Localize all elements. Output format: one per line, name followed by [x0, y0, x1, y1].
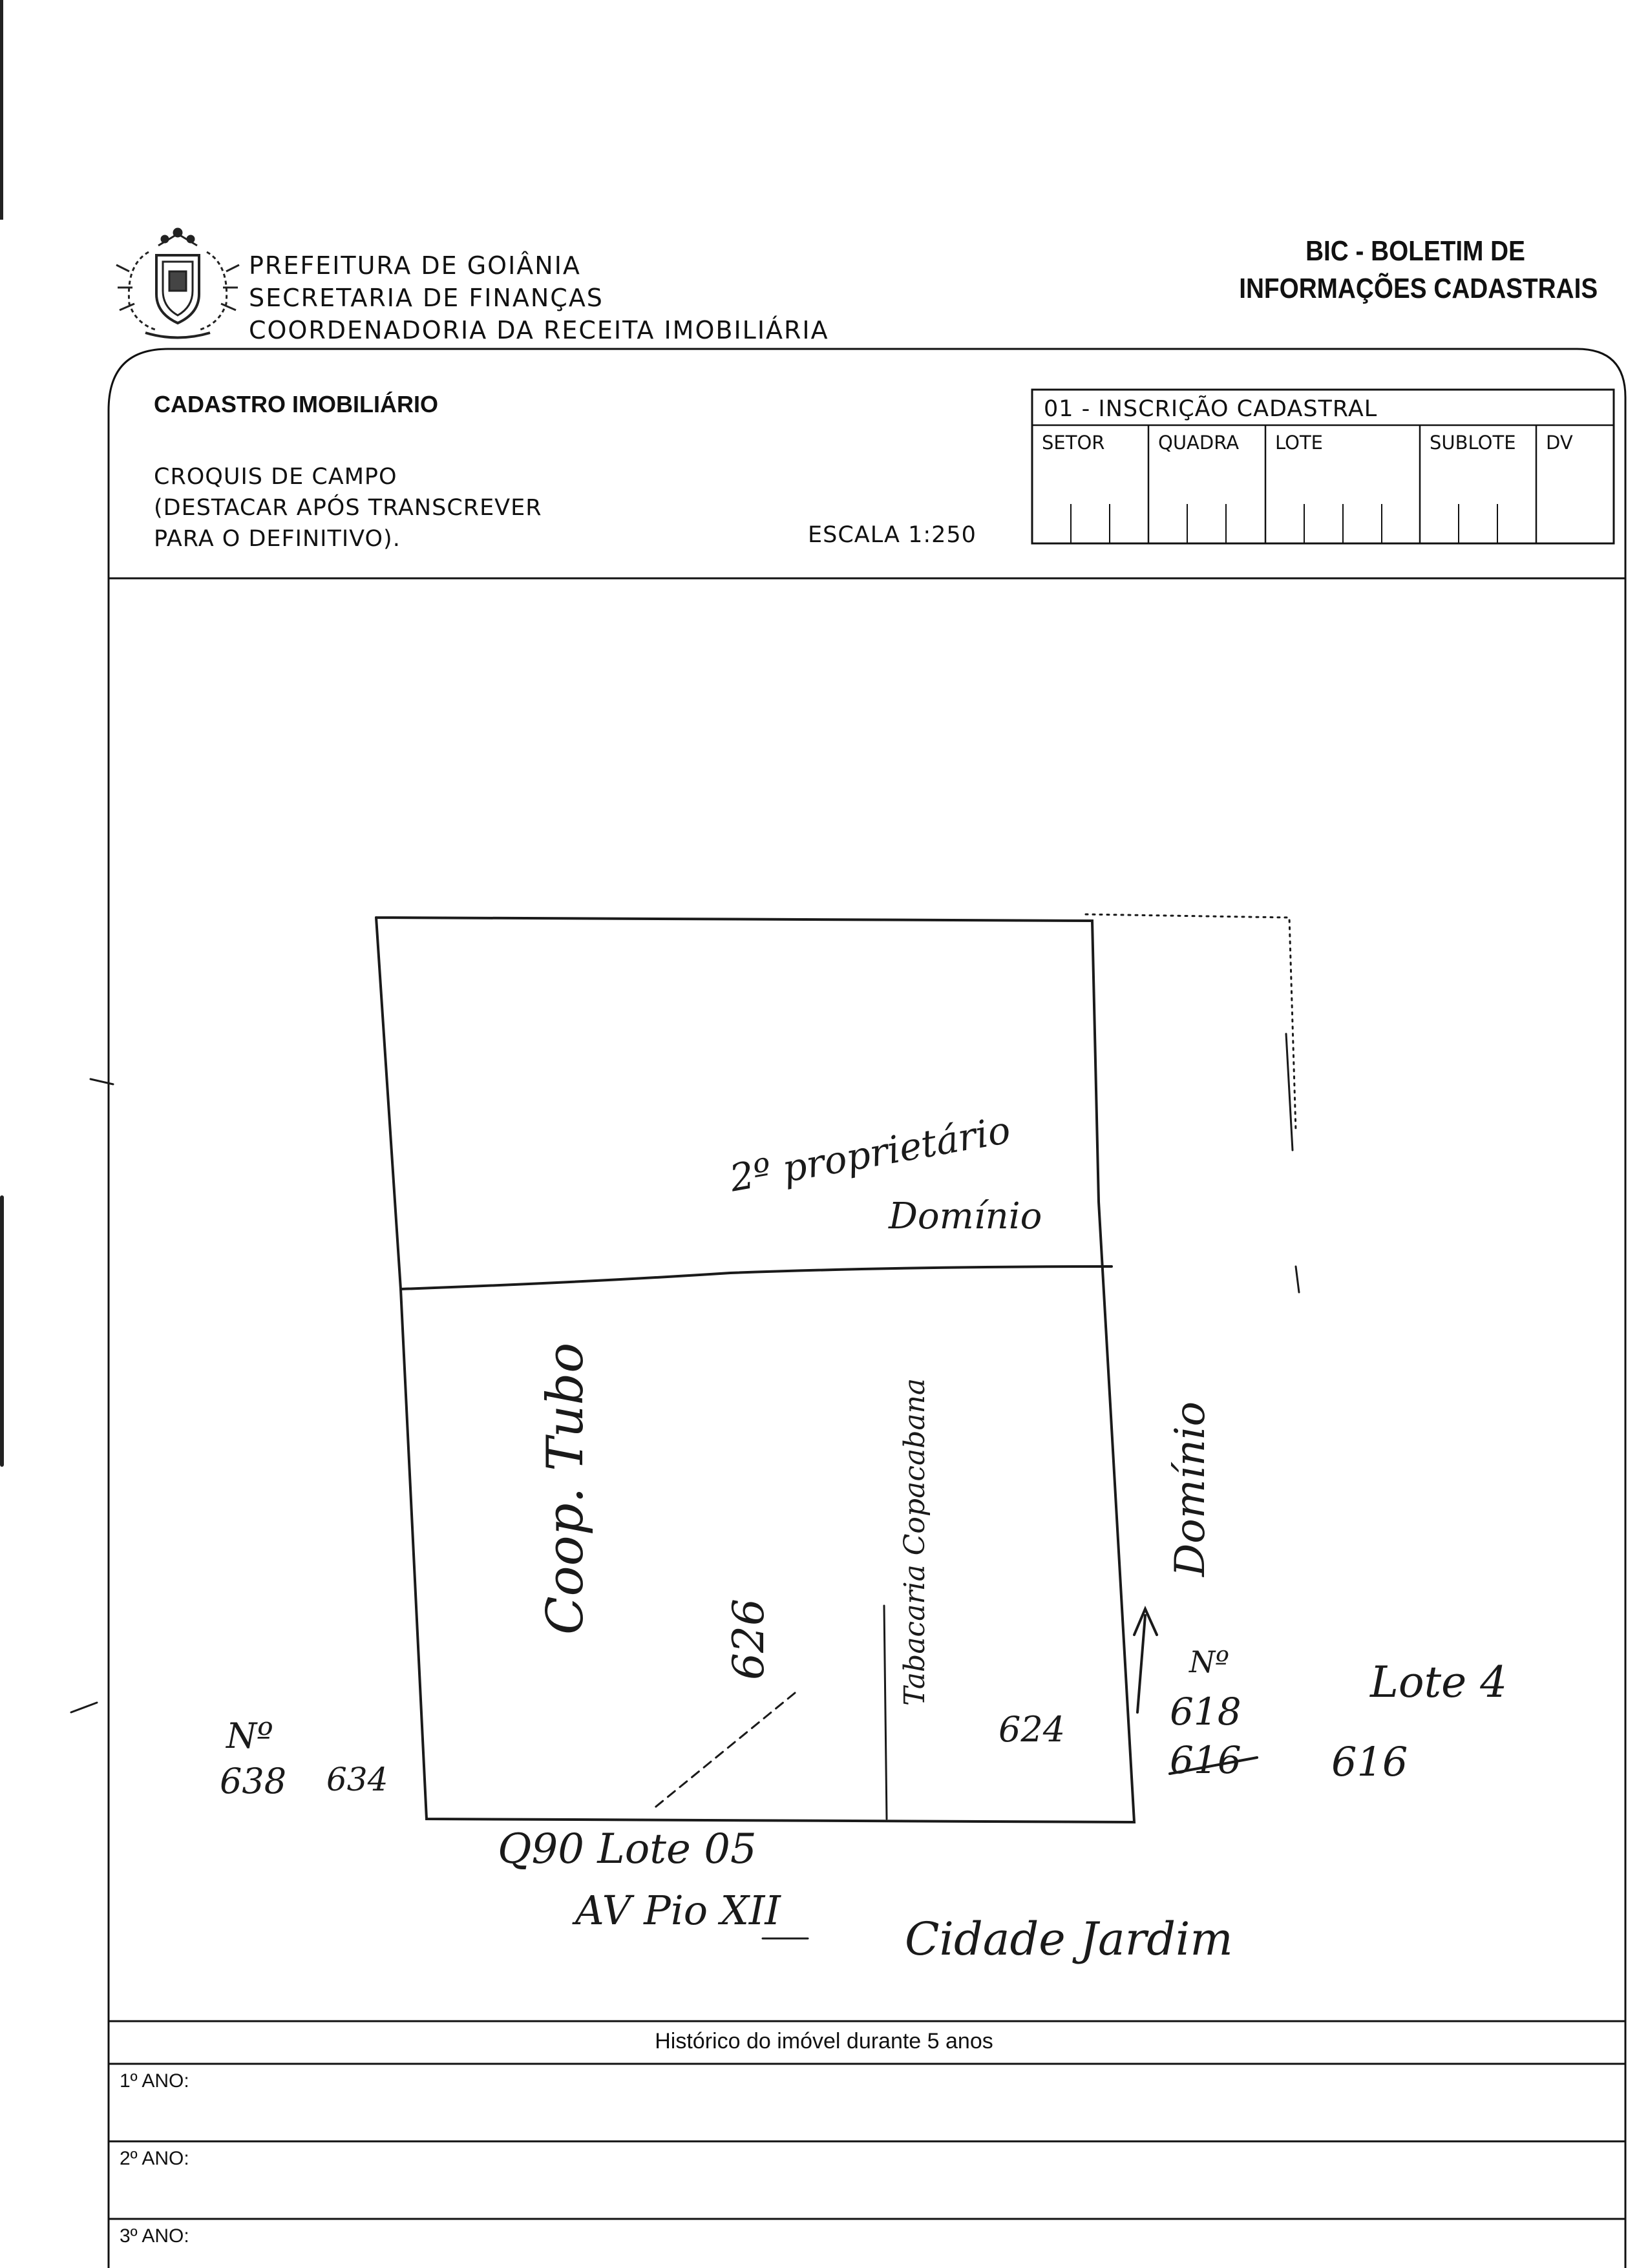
- note-number-616-struck: 616: [1170, 1738, 1241, 1782]
- history-year-3: 3º ANO:: [120, 2225, 189, 2247]
- note-number-616: 616: [1331, 1738, 1408, 1785]
- note-avenue: AV Pio XII: [575, 1887, 781, 1934]
- lot-outline: [376, 918, 1134, 1822]
- note-number-638: 638: [220, 1761, 287, 1801]
- note-tabacaria: Tabacaria Copacabana: [898, 1378, 931, 1706]
- col-setor: SETOR: [1042, 432, 1105, 454]
- neighbour-outline: [1086, 914, 1296, 1131]
- org-division: COORDENADORIA DA RECEITA IMOBILIÁRIA: [249, 316, 829, 344]
- col-lote: LOTE: [1275, 432, 1323, 454]
- note-second-owner: 2º proprietário: [726, 1108, 1014, 1201]
- note-neighbourhood: Cidade Jardim: [905, 1913, 1233, 1966]
- note-quadra-lote: Q90 Lote 05: [498, 1825, 757, 1873]
- col-quadra: QUADRA: [1158, 432, 1240, 454]
- section-title: CADASTRO IMOBILIÁRIO: [154, 391, 438, 417]
- interior-partition: [884, 1606, 887, 1819]
- org-name: PREFEITURA DE GOIÂNIA: [249, 251, 581, 280]
- history-title: Histórico do imóvel durante 5 anos: [655, 2029, 993, 2053]
- org-department: SECRETARIA DE FINANÇAS: [249, 284, 604, 312]
- note-dominio-right: Domínio: [1167, 1401, 1214, 1577]
- inscricao-title: 01 - INSCRIÇÃO CADASTRAL: [1044, 396, 1378, 422]
- croquis-line-2: (DESTACAR APÓS TRANSCREVER: [154, 495, 542, 521]
- note-number-618: 618: [1170, 1690, 1241, 1734]
- scale-label: ESCALA 1:250: [808, 522, 977, 548]
- croquis-line-1: CROQUIS DE CAMPO: [154, 464, 397, 490]
- lot-divider: [401, 1266, 1112, 1289]
- note-coop-tubo: Coop. Tubo: [536, 1342, 595, 1635]
- col-sublote: SUBLOTE: [1430, 432, 1516, 454]
- form-title-line-1: BIC - BOLETIM DE: [1305, 235, 1525, 267]
- north-arrow: [1134, 1609, 1157, 1712]
- history-year-2: 2º ANO:: [120, 2148, 189, 2169]
- note-dominio-top: Domínio: [889, 1195, 1042, 1237]
- croquis-line-3: PARA O DEFINITIVO).: [154, 526, 401, 552]
- col-dv: DV: [1546, 432, 1573, 454]
- note-number-626: 626: [724, 1599, 774, 1680]
- note-number-634: 634: [326, 1761, 388, 1798]
- history-year-1: 1º ANO:: [120, 2070, 189, 2092]
- note-lote-4: Lote 4: [1370, 1657, 1508, 1707]
- note-number-624: 624: [998, 1709, 1066, 1750]
- note-no-left: Nº: [226, 1716, 273, 1756]
- note-no-right: Nº: [1189, 1644, 1229, 1679]
- form-title-line-2: INFORMAÇÕES CADASTRAIS: [1239, 273, 1598, 304]
